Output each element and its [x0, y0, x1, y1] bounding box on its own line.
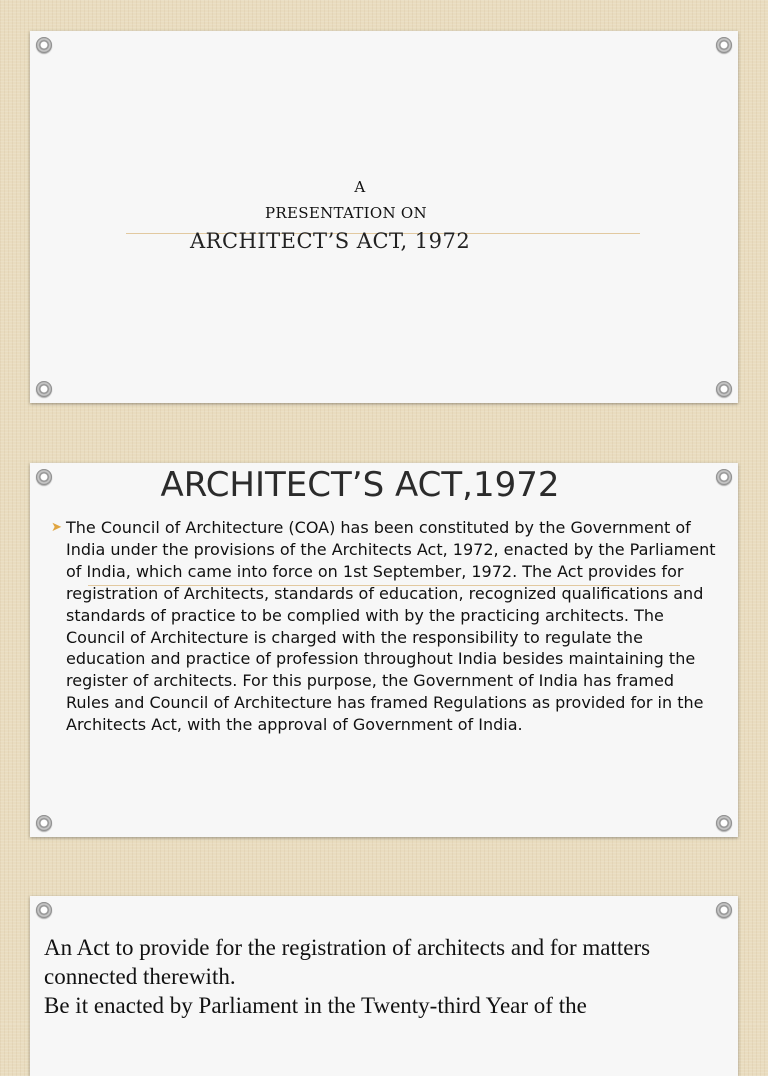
body-text: [44, 933, 724, 1020]
pin-icon: [716, 815, 732, 831]
pin-icon: [36, 902, 52, 918]
body-text: [51, 517, 721, 736]
pin-icon: [716, 381, 732, 397]
subtitle-a: A: [354, 178, 366, 196]
slide-act-text: [30, 896, 738, 1076]
slide-heading: ARCHITECT’S ACT,1972: [160, 465, 560, 505]
arrow-bullet-icon: ➤: [51, 520, 62, 535]
pin-icon: [36, 815, 52, 831]
pin-icon: [716, 902, 732, 918]
subtitle-presentation-on: PRESENTATION ON: [265, 204, 427, 222]
slide-overview: [30, 463, 738, 837]
pin-icon: [716, 37, 732, 53]
paragraph: Be it enacted by Parliament in the Twenty-third Year of the: [44, 993, 587, 1018]
presentation-title: ARCHITECT’S ACT, 1972: [190, 229, 471, 253]
pin-icon: [36, 37, 52, 53]
bullet-paragraph: The Council of Architecture (COA) has been constituted by the Government of India under the provisions of the Architects Act, 1972, enacted by the Parliament of India, which came into force on 1st September, 1972. The Act provides for registration of Architects, standards of education, recognized qualifications and standards of practice to be complied with by the practicing architects. The Council of Architecture is charged with the responsibility to regulate the education and practice of profession throughout India besides maintaining the register of architects. For this purpose, the Government of India has framed Rules and Council of Architecture has framed Regulations as provided for in the Architects Act, with the approval of Government of India.: [66, 518, 716, 735]
paragraph: An Act to provide for the registration of architects and for matters connected therewith.: [44, 935, 651, 989]
pin-icon: [716, 469, 732, 485]
pin-icon: [36, 381, 52, 397]
slide-title: [30, 31, 738, 403]
